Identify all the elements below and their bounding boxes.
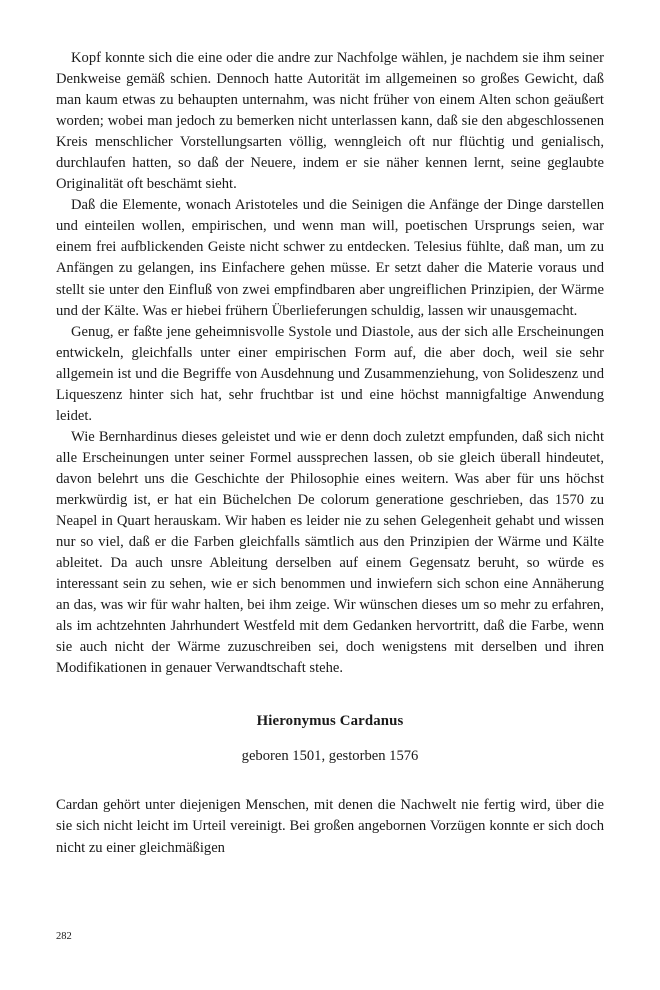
closing-text-block — [56, 795, 604, 858]
paragraph: Daß die Elemente, wonach Aristoteles und die Seinigen die Anfänge der Dinge darstellen und einteilen wollen, empirischen, und wenn man will, poetischen Ursprungs seien, war einem frei aufblickenden Geiste nicht schwer zu entdecken. Telesius fühlte, daß man, um zu Anfängen zu gelangen, ins Einfachere gehen müsse. Er setzt daher die Materie voraus und stellt sie unter den Einfluß von zwei empfindbaren aber ungreiflichen Prinzipien, der Wärme und der Kälte. Was er hiebei frühern Überlieferungen schuldig, lassen wir unausgemacht. — [56, 197, 604, 319]
paragraph: Kopf konnte sich die eine oder die andre zur Nachfolge wählen, je nachdem sie ihm seiner Denkweise gemäß schien. Dennoch hatte Autorität im allgemeinen so großes Gewicht, daß man kaum etwas zu behaupten unternahm, was nicht früher von einem Alten schon geäußert worden; wobei man jedoch zu bemerken nicht unterlassen kann, daß sie den abgeschlossenen Kreis menschlicher Vorstellungsarten völlig, wenngleich oft nur flüchtig und genialisch, durchlaufen hatten, so daß der Neuere, indem er sie näher kennen lernt, seine geglaubte Originalität oft beschämt sieht. — [56, 50, 604, 193]
paragraph: Genug, er faßte jene geheimnisvolle Systole und Diastole, aus der sich alle Erscheinungen entwickeln, gleichfalls unter einer empirischen Form auf, die aber doch, weil sie sehr allgemein ist und die Begriffe von Ausdehnung und Zusammenziehung, von Solideszenz und Liqueszenz hinter sich hat, sehr fruchtbar ist und eine höchst mannigfaltige Anwendung leidet. — [56, 323, 604, 424]
paragraph: Wie Bernhardinus dieses geleistet und wie er denn doch zuletzt empfunden, daß sich nicht alle Erscheinungen unter seiner Formel aussprechen lassen, ob sie gleich überall hindeutet, davon belehrt uns die Geschichte der Philosophie eines weitern. Was aber für uns höchst merkwürdig ist, er hat ein Büchelchen De colorum generatione geschrieben, das 1570 zu Neapel in Quart herauskam. Wir haben es leider nie zu sehen Gelegenheit gehabt und wissen nur so viel, daß er die Farben gleichfalls sämtlich aus den Prinzipien der Wärme und Kälte ableitet. Da auch unsre Ableitung derselben auf einem Gegensatz beruht, so würde es interessant sein zu sehen, wie er sich benommen und inwiefern sich schon eine Annäherung an das, was wir für wahr halten, bei ihm zeige. Wir wünschen dieses um so mehr zu erfahren, als im achtzehnten Jahrhundert Westfeld mit dem Gedanken hervortritt, daß die Farbe, wenn sie auch nicht der Wärme zuzuschreiben sei, doch wenigstens mit derselben und ihren Modifikationen in genauer Verwandtschaft stehe. — [56, 428, 604, 677]
paragraph: Cardan gehört unter diejenigen Menschen, mit denen die Nachwelt nie fertig wird, über die sie sich nicht leicht im Urteil vereinigt. Bei großen angebornen Vorzügen konnte er sich doch nicht zu einer gleichmäßigen — [56, 797, 604, 856]
page-content-area — [56, 48, 604, 948]
section-heading-title: Hieronymus Cardanus — [256, 713, 404, 730]
body-text-block — [56, 48, 604, 679]
section-heading — [56, 711, 604, 767]
page-number: 282 — [56, 931, 72, 942]
section-heading-subtitle: geboren 1501, gestorben 1576 — [241, 748, 419, 765]
